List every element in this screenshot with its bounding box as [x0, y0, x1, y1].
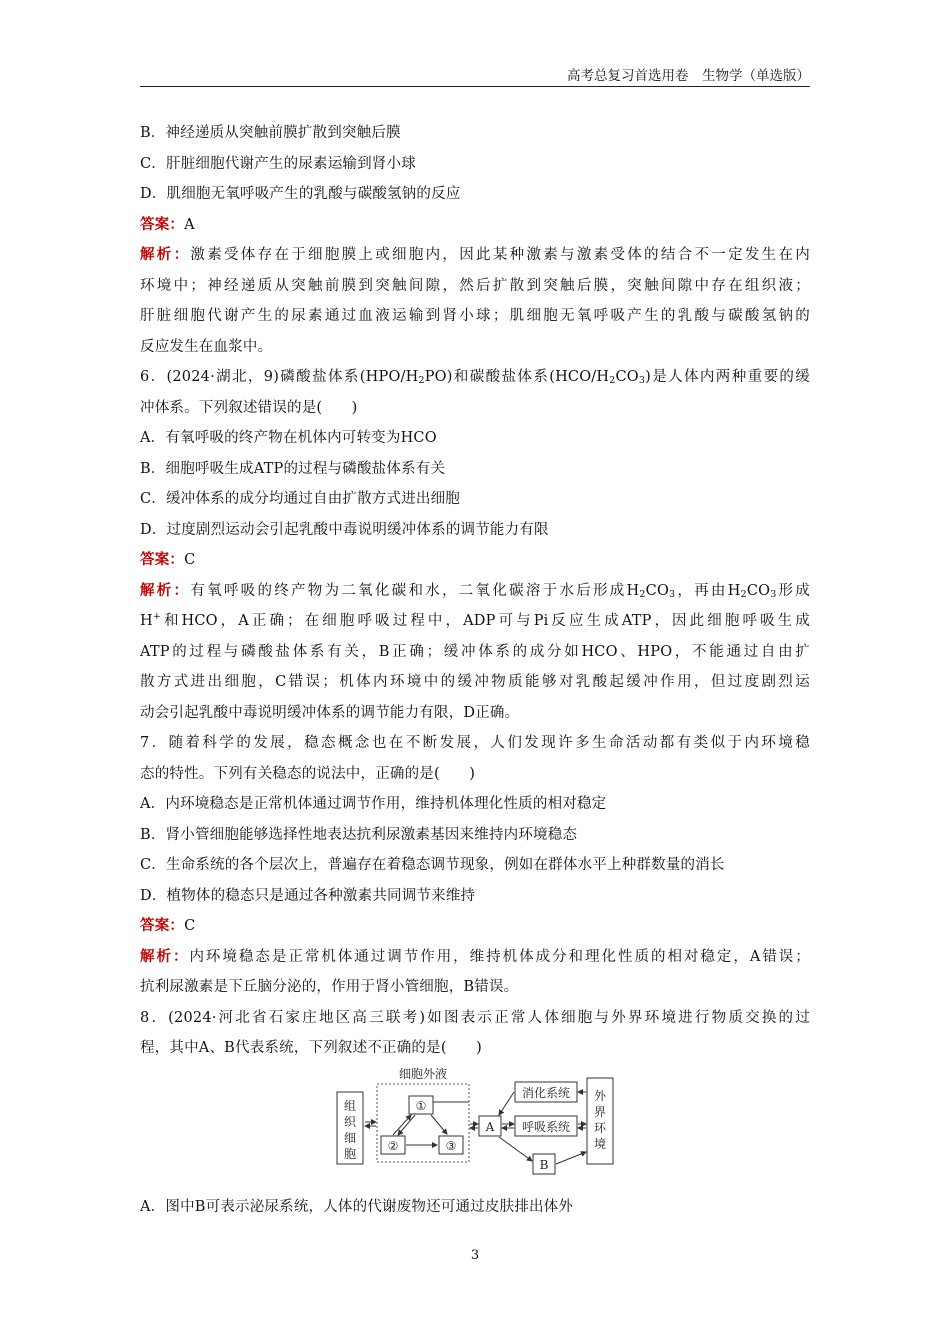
q5-analysis-line: 解析：激素受体存在于细胞膜上或细胞内，因此某种激素与激素受体的结合不一定发生在内	[140, 246, 810, 263]
answer-label: 答案：	[140, 917, 185, 934]
analysis-label: 解析：	[140, 581, 191, 599]
q6-stem-line: 冲体系。下列叙述错误的是( )	[140, 399, 358, 416]
q6-analysis-line: 动会引起乳酸中毒说明缓冲体系的调节能力有限，D正确。	[140, 704, 520, 721]
q8-stem-line: 8．(2024·河北省石家庄地区高三联考)如图表示正常人体细胞与外界环境进行物质交换的过	[140, 1009, 810, 1026]
q7-option-d: D．植物体的稳态只是通过各种激素共同调节来维持	[140, 887, 476, 904]
tissue-cells-char: 细	[343, 1131, 357, 1145]
q6-answer	[140, 545, 810, 576]
q6-analysis-line: H+和HCO，A正确；在细胞呼吸过程中，ADP可与Pi反应生成ATP，因此细胞呼吸生成	[140, 611, 810, 629]
arrow	[499, 1137, 532, 1161]
q7-stem-line: 态的特性。下列有关稳态的说法中，正确的是( )	[140, 765, 476, 782]
q8-option-a: A．图中B可表示泌尿系统，人体的代谢废物还可通过皮肤排出体外	[140, 1199, 574, 1215]
arrow	[556, 1152, 586, 1164]
environment-char: 外	[593, 1089, 607, 1103]
q5-option-d: D．肌细胞无氧呼吸产生的乳酸与碳酸氢钠的反应	[140, 186, 461, 202]
q6-option-c: C．缓冲体系的成分均通过自由扩散方式进出细胞	[140, 491, 460, 507]
q8-stem-line: 程，其中A、B代表系统，下列叙述不正确的是( )	[140, 1040, 482, 1056]
environment-char: 界	[593, 1105, 607, 1119]
respiratory-system-label: 呼吸系统	[521, 1120, 571, 1134]
q6-analysis-line: ATP的过程与磷酸盐体系有关，B正确；缓冲体系的成分如HCO、HPO，不能通过自由扩	[140, 643, 810, 660]
q7-analysis-line: 抗利尿激素是下丘脑分泌的，作用于肾小管细胞，B错误。	[140, 979, 519, 995]
analysis-label: 解析：	[140, 246, 191, 263]
q5-answer	[140, 210, 810, 241]
q7-option-c: C．生命系统的各个层次上，普遍存在着稳态调节现象，例如在群体水平上种群数量的消长	[140, 857, 725, 873]
q5-option-c: C．肝脏细胞代谢产生的尿素运输到肾小球	[140, 155, 416, 172]
q6-option-a: A．有氧呼吸的终产物在机体内可转变为HCO	[140, 430, 437, 446]
arrow	[431, 1115, 447, 1134]
answer-value: A	[184, 216, 195, 233]
tissue-cells-char: 胞	[343, 1147, 357, 1161]
arrow	[499, 1092, 514, 1115]
system-a-label: A	[485, 1120, 495, 1134]
q7-answer	[140, 911, 810, 942]
q5-option-b: B．神经递质从突触前膜扩散到突触后膜	[140, 125, 401, 141]
arrow	[398, 1115, 415, 1135]
node-3-label: ③	[445, 1139, 457, 1153]
extracellular-fluid-label: 细胞外液	[398, 1067, 448, 1081]
answer-value: C	[184, 918, 196, 934]
page-body	[140, 118, 810, 1064]
tissue-cells-char: 组	[343, 1099, 357, 1113]
tissue-cells-char: 织	[343, 1115, 357, 1129]
page-header	[140, 66, 810, 87]
header-title: 高考总复习首选用卷 生物学（单选版）	[567, 68, 810, 84]
system-b-label: B	[539, 1158, 549, 1172]
q7-option-a: A．内环境稳态是正常机体通过调节作用，维持机体理化性质的相对稳定	[140, 796, 607, 812]
q6-option-b: B．细胞呼吸生成ATP的过程与磷酸盐体系有关	[140, 460, 446, 477]
node-1-label: ①	[415, 1099, 427, 1113]
q5-analysis-line: 肝脏细胞代谢产生的尿素通过血液运输到肾小球；肌细胞无氧呼吸产生的乳酸与碳酸氢钠的	[140, 308, 810, 324]
environment-char: 环	[593, 1121, 607, 1135]
q7-analysis-line: 解析：内环境稳态是正常机体通过调节作用，维持机体成分和理化性质的相对稳定，A错误；	[140, 947, 810, 965]
q6-analysis-line: 解析：有氧呼吸的终产物为二氧化碳和水，二氧化碳溶于水后形成$H_2CO_3$，再由$H_2CO_3$形成	[140, 581, 811, 600]
q6-stem-line: 6．(2024·湖北，9)磷酸盐体系$(HPO/H_2PO)$和碳酸盐体系$(HCO/H_2CO_3)$是人体内两种重要的缓	[140, 369, 811, 386]
q7-option-b: B．肾小管细胞能够选择性地表达抗利尿激素基因来维持内环境稳态	[140, 826, 578, 843]
arrow	[393, 1115, 411, 1135]
node-2-label: ②	[387, 1139, 399, 1153]
digestive-system-label: 消化系统	[521, 1086, 571, 1100]
analysis-label: 解析：	[140, 947, 190, 965]
q5-analysis-line: 环境中；神经递质从突触前膜到突触间隙，然后扩散到突触后膜，突触间隙中存在组织液；	[140, 277, 810, 294]
page-number: 3	[470, 1248, 480, 1263]
answer-label: 答案：	[140, 551, 185, 568]
environment-char: 境	[593, 1137, 607, 1151]
answer-label: 答案：	[140, 215, 185, 233]
q7-stem-line: 7．随着科学的发展，稳态概念也在不断发展，人们发现许多生命活动都有类似于内环境稳	[140, 735, 810, 751]
q6-option-d: D．过度剧烈运动会引起乳酸中毒说明缓冲体系的调节能力有限	[140, 521, 549, 538]
exchange-diagram-svg	[335, 1066, 615, 1178]
q5-analysis-line: 反应发生在血浆中。	[140, 338, 273, 355]
q6-analysis-line: 散方式进出细胞，C错误；机体内环境中的缓冲物质能够对乳酸起缓冲作用，但过度剧烈运	[140, 674, 810, 690]
answer-value: C	[184, 552, 196, 568]
exchange-diagram	[335, 1066, 615, 1178]
